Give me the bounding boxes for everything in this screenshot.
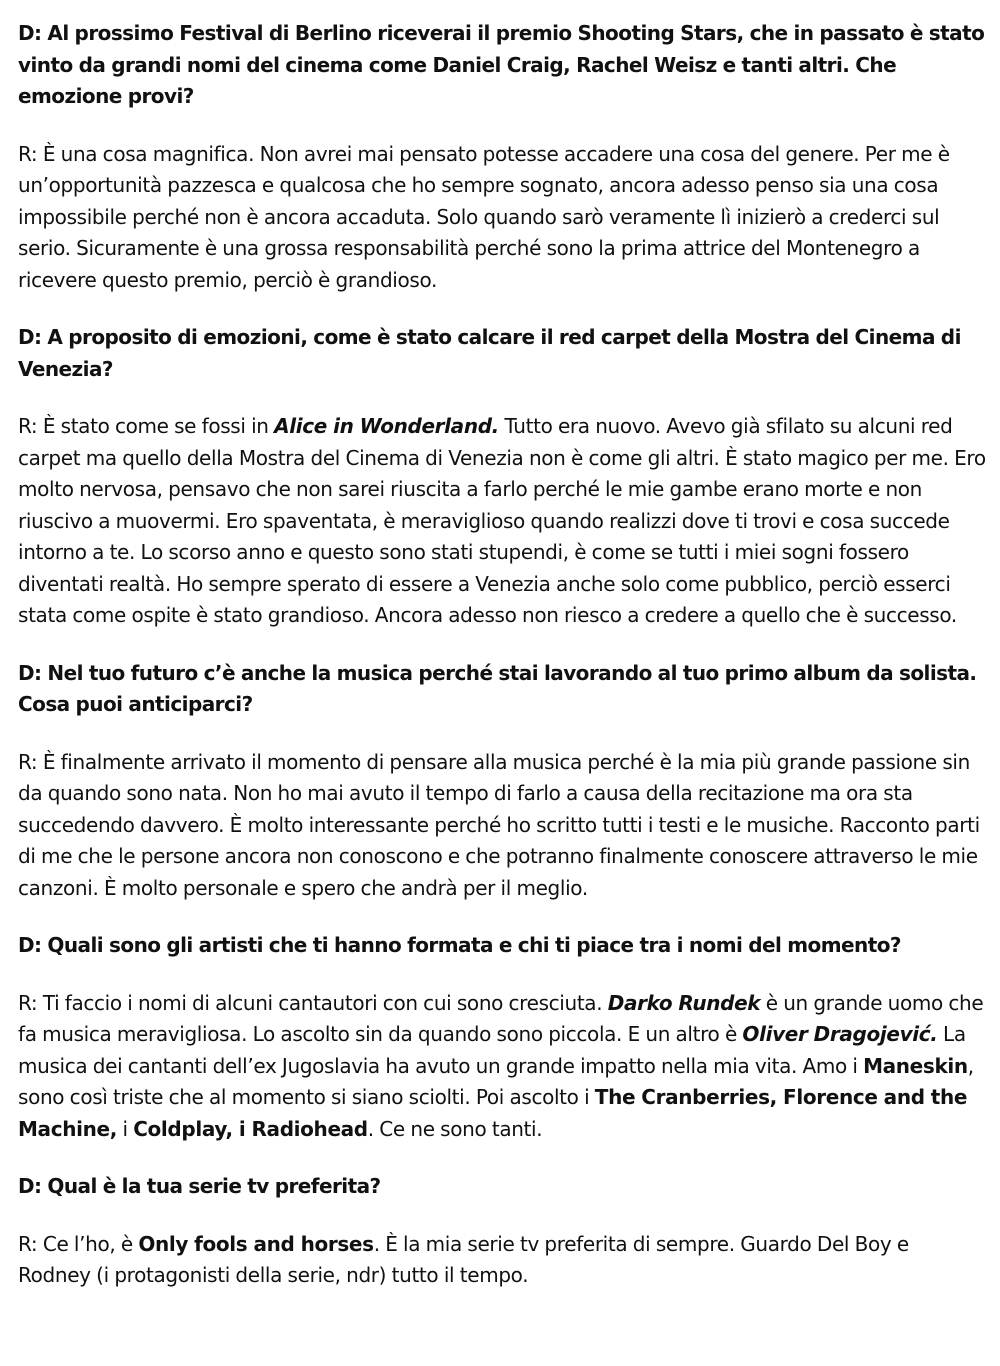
answer-4-artist-emphasis: Oliver Dragojević. (742, 1022, 938, 1046)
answer-5 (18, 1229, 986, 1292)
answer-3-text: R: È finalmente arrivato il momento di pensare alla musica perché è la mia più grande passione sin da quando sono nata. Non ho mai avuto il tempo di farlo a causa della recitazione ma ora sta succedendo davvero. È molto interessante perché ho scritto tutti i testi e le musiche. Racconto parti di me che le persone ancora non conoscono e che potranno finalmente conoscere attraverso le mie canzoni. È molto personale e spero che andrà per il meglio. (18, 749, 980, 900)
answer-3 (18, 747, 986, 905)
question-5: D: Qual è la tua serie tv preferita? (18, 1174, 381, 1198)
answer-2-text: Tutto era nuovo. Avevo già sfilato su alcuni red carpet ma quello della Mostra del Cinema di Venezia non è come gli altri. È stato magico per me. Ero molto nervosa, pensavo che non sarei riuscita a farlo perché le mie gambe erano morte e non riuscivo a muovermi. Ero spaventata, è meraviglioso quando realizzi dove ti trovi e cosa succede intorno a te. Lo scorso anno e questo sono stati stupendi, è come se tutti i miei sogni fossero diventati realtà. Ho sempre sperato di essere a Venezia anche solo come pubblico, perciò esserci stata come ospite è stato grandioso. Ancora adesso non riesco a credere a quello che è successo. (18, 414, 986, 627)
answer-4-text: i (116, 1116, 134, 1141)
question-4: D: Quali sono gli artisti che ti hanno formata e chi ti piace tra i nomi del momento? (18, 933, 901, 957)
question-2: D: A proposito di emozioni, come è stato calcare il red carpet della Mostra del Cinema di Venezia? (18, 325, 961, 381)
answer-5-text: R: Ce l’ho, è (18, 1231, 139, 1256)
answer-4 (18, 988, 986, 1146)
answer-4-text: R: Ti faccio i nomi di alcuni cantautori con cui sono cresciuta. (18, 990, 608, 1015)
answer-4-text: . Ce ne sono tanti. (367, 1116, 543, 1141)
answer-5-text: . È la mia serie tv preferita di sempre. Guardo Del Boy e Rodney (i protagonisti della serie, ndr) tutto il tempo. (18, 1231, 909, 1287)
answer-4-text: La musica dei cantanti dell’ex Jugoslavia ha avuto un grande impatto nella mia vita. Amo i (18, 1022, 966, 1078)
answer-2-text: R: È stato come se fossi in (18, 414, 275, 438)
answer-2 (18, 411, 986, 632)
answer-4-text: è un grande uomo che fa musica meravigliosa. Lo ascolto sin da quando sono piccola. E un altro è (18, 990, 984, 1046)
answer-5-series-strong: Only fools and horses (138, 1231, 374, 1256)
question-3: D: Nel tuo futuro c’è anche la musica perché stai lavorando al tuo primo album da solista. Cosa puoi anticiparci? (18, 660, 977, 716)
answer-4-text: , sono così triste che al momento si siano sciolti. Poi ascolto i (18, 1053, 974, 1109)
answer-4-artist-emphasis: Darko Rundek (607, 990, 761, 1015)
answer-1-text: R: È una cosa magnifica. Non avrei mai pensato potesse accadere una cosa del genere. Per me è un’opportunità pazzesca e qualcosa che ho sempre sognato, ancora adesso penso sia una cosa impossibile perché non è ancora accaduta. Solo quando sarò veramente lì inizierò a crederci sul serio. Sicuramente è una grossa responsabilità perché sono la prima attrice del Montenegro a ricevere questo premio, perciò è grandioso. (18, 141, 950, 292)
answer-1 (18, 139, 986, 297)
answer-4-band-strong: The Cranberries, Florence and the Machine, (18, 1085, 968, 1141)
answer-4-band-strong: Maneskin (863, 1053, 968, 1078)
question-1: D: Al prossimo Festival di Berlino riceverai il premio Shooting Stars, che in passato è stato vinto da grandi nomi del cinema come Daniel Craig, Rachel Weisz e tanti altri. Che emozione provi? (18, 21, 985, 108)
answer-4-band-strong: Coldplay, i Radiohead (133, 1116, 368, 1141)
answer-2-title-emphasis: Alice in Wonderland. (274, 414, 499, 438)
